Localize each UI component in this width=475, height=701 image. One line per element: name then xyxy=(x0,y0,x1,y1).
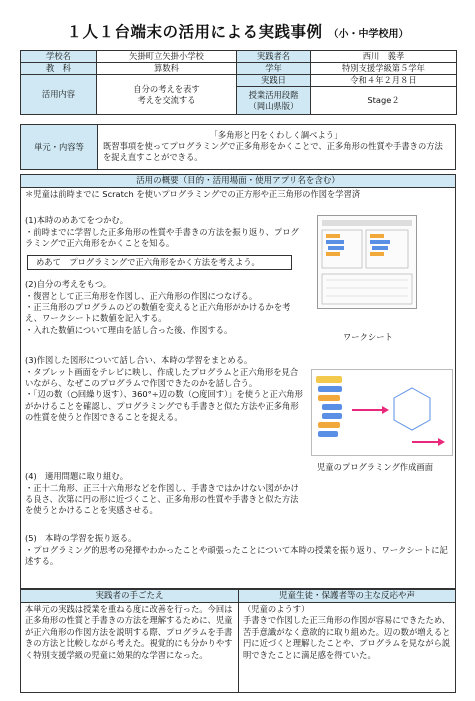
stage-label: 授業活用段階 （岡山県版） xyxy=(237,87,311,115)
activity-value: 自分の考えを表す 考えを交流する xyxy=(97,75,237,115)
unit-label: 単元・内容等 xyxy=(21,125,98,169)
step3-body: ・タブレット画面をテレビに映し、作成したプログラムと正六角形を見合いながら、なぜこのプログラムで作図できたのかを話し合う。 ・「辺の数（○回繰り返す）、360°÷辺の数（○度回す）」を使うと正六角形がかけることを確認し、プログラミングでも手書きと似た方法や正多角形の性質を使うと作図できることを捉える。 xyxy=(25,367,303,422)
screen-caption: 児童のプログラミング作成画面 xyxy=(317,462,433,472)
step5-title: (5) 本時の学習を振り返る。 xyxy=(25,533,137,543)
stage-value: Stage２ xyxy=(311,87,457,115)
worksheet-caption: ワークシート xyxy=(343,332,393,342)
teacher-feedback-body: 本単元の実践は授業を重ねる度に改善を行った。今回は正多角形の性質と手書きの方法を理解するために、児童が正六角形の作図方法を説明する際、プログラムを手書きの方法と比較しながら考えた。視覚的にも分かりやすく特別支援学級の児童に効果的な学習になった。 xyxy=(25,604,233,660)
programming-screen-image xyxy=(311,369,453,456)
teacher-label: 実践者名 xyxy=(237,51,311,63)
school-label: 学校名 xyxy=(21,51,97,63)
step3-title: (3)作図した図形について話し合い、本時の学習をまとめる。 xyxy=(25,355,253,365)
info-table xyxy=(20,50,457,115)
step4-title: (4) 適用問題に取り組む。 xyxy=(25,471,129,481)
overview-header: 活用の概要（目的・活用場面・使用アプリ名を含む） xyxy=(21,175,455,188)
unit-section xyxy=(20,124,456,170)
column-divider xyxy=(238,590,239,692)
school-name: 矢掛町立矢掛小学校 xyxy=(97,51,237,63)
student-reaction-header: 児童生徒・保護者等の主な反応や声 xyxy=(239,590,455,603)
worksheet-image xyxy=(317,215,417,309)
teacher-feedback-header: 実践者の手ごたえ xyxy=(21,590,238,603)
overview-intro: ＊児童は前時までに Scratch を使いプログラミングでの正方形や正三角形の作図を学習済 xyxy=(25,189,361,199)
step4-body: ・正十二角形、正三十六角形などを作図し、手書きではかけない図がかける良さ、次第に円の形に近づくこと、正多角形の性質や手書きと似た方法を使うとかけることを実感させる。 xyxy=(25,483,299,516)
student-reaction-body: （児童のようす） 手書きで作図した正三角形の作図が容易にできたため、苦手意識がなく意欲的に取り組めた。辺の数が増えると円に近づくと理解したことや、プログラムを見ながら説明できたことに満足感を得ていた。 xyxy=(243,604,451,660)
activity-label: 活用内容 xyxy=(21,75,97,115)
date-label: 実践日 xyxy=(237,75,311,87)
grade-value: 特別支援学級第５学年 xyxy=(311,63,457,75)
subject-value: 算数科 xyxy=(97,63,237,75)
title-sub: （小・中学校用） xyxy=(328,29,409,40)
page-title xyxy=(0,20,475,42)
step5-body: ・プログラミング的思考の発揮やわかったことや頑張ったことについて本時の授業を振り返り、ワークシートに記述する。 xyxy=(25,545,448,567)
step1-body: ・前時までに学習した正多角形の性質や手書きの方法を振り返り、プログラミングで正六角形をかくことを知る。 xyxy=(25,227,299,249)
teacher-name: 西川 義孝 xyxy=(311,51,457,63)
unit-description: 既習事項を使ってプログラミングで正多角形をかくことで、正多角形の性質や手書きの方法を捉え直すことができる。 xyxy=(103,141,443,162)
subject-label: 教 科 xyxy=(21,63,97,75)
step1-title: (1)本時のめあてをつかむ。 xyxy=(25,215,129,225)
grade-label: 学年 xyxy=(237,63,311,75)
date-value: 令和４年２月８日 xyxy=(311,75,457,87)
step2-body: ・復習として正三角形を作図し、正六角形の作図につなげる。 ・正三角形のプログラムのどの数値を変えると正六角形がかけるかを考え、ワークシートに数値を記入する。 ・入れた数値について理由を話し合った後、作図する。 xyxy=(25,291,291,335)
step2-title: (2)自分の考えをもつ。 xyxy=(25,279,112,289)
lesson-goal-box: めあて プログラミングで正六角形をかく方法を考えよう。 xyxy=(27,255,292,270)
title-main: １人１台端末の活用による実践事例 xyxy=(66,23,323,41)
bottom-section xyxy=(20,589,456,693)
overview-section xyxy=(20,174,456,589)
unit-theme: 「多角形と円をくわしく調べよう」 xyxy=(209,130,343,140)
